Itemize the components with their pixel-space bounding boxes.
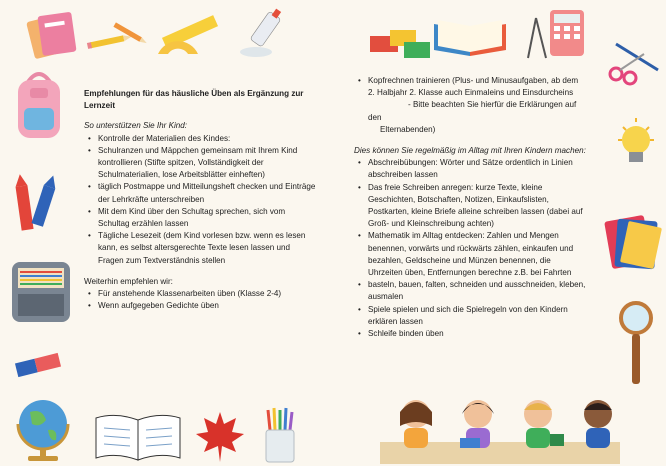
list-item: • Abschreibübungen: Wörter und Sätze ordentlich in Linien abschreiben lassen [368,157,586,181]
left-intro: So unterstützen Sie Ihr Kind: [84,121,188,131]
list-item: • Schleife binden üben [368,328,586,340]
calculator-icon [526,6,590,64]
globe-icon [12,394,74,464]
maple-leaf-icon [192,410,248,464]
backpack-icon [8,62,70,146]
list-item: • Das freie Schreiben anregen: kurze Texte, kleine Geschichten, Botschaften, Notizen, Einkaufslisten, Postkarten, kleine Briefe alleine schreiben lassen (dabei auf Groß- und Kleinschreibung achten) [368,182,586,231]
right-intro: Dies können Sie regelmäßig im Alltag mit Ihren Kindern machen: [354,146,586,156]
pencil-icon [108,14,152,54]
pencil-cup-icon [262,406,298,464]
notebooks-icon [604,210,664,272]
list-item: • Mathematik im Alltag entdecken: Zahlen und Mengen benennen, vorwärts und rückwärts zählen, einkaufen und bezahlen, Geldscheine und Münzen benennen, die Uhrzeiten üben, Entfernungen berechne z.B. bei Fahrten [368,230,586,279]
list-item: • Wenn aufgegeben Gedichte üben [98,300,316,312]
further-intro: Weiterhin empfehlen wir: [84,276,173,286]
list-item: • Schulranzen und Mäppchen gemeinsam mit Ihrem Kind kontrollieren (Stifte spitzen, Vollständigkeit der Schulmaterialien, lose Arbeitsblätter einheften) [98,145,316,182]
open-book-icon [92,408,184,464]
page-title: Empfehlungen für das häusliche Üben als Ergänzung zur Lernzeit [84,89,304,111]
math-item-note-end: Elternabenden) [380,124,436,134]
left-column [84,88,316,312]
daily-list [354,157,586,340]
toy-blocks-icon [368,26,432,60]
support-list [84,133,316,267]
list-item [368,75,586,136]
crayons-icon [10,172,60,236]
magnifying-glass-icon [610,298,660,390]
math-list [354,75,586,136]
right-column [354,75,586,340]
list-item: • täglich Postmappe und Mitteilungsheft checken und Einträge der Lehrkräfte unterschreiben [98,181,316,205]
math-item-text: Kopfrechnen trainieren (Plus- und Minusaufgaben, ab dem 2. Halbjahr 2. Klasse auch Einmaleins und Einsdurcheins [368,76,579,98]
eraser-icon [12,350,64,380]
ruler-icon [154,14,222,60]
glue-icon [236,6,292,60]
list-item: • Spiele spielen und sich die Spielregeln von den Kindern erklären lassen [368,304,586,328]
list-item: • Tägliche Lesezeit (dem Kind vorlesen bzw. wenn es lesen kann, es selbst altersgerechte Texte lesen lassen und Fragen zum Textverständnis stellen [98,230,316,267]
light-bulb-icon [614,116,658,178]
math-item-note: - Bitte beachten Sie hierfür die Erklärungen auf den [368,100,577,122]
notebooks-icon [26,8,82,60]
pencil-case-icon [8,258,74,326]
list-item: • Mit dem Kind über den Schultag sprechen, sich vom Schultag erzählen lassen [98,206,316,230]
open-book-icon [430,10,512,60]
list-item: • Für anstehende Klassenarbeiten üben (Klasse 2-4) [98,288,316,300]
children-illustration [380,392,620,464]
scissors-icon [604,40,662,86]
further-list [84,288,316,312]
list-item: • Kontrolle der Materialien des Kindes: [98,133,316,145]
list-item: • basteln, bauen, falten, schneiden und ausschneiden, kleben, ausmalen [368,279,586,303]
